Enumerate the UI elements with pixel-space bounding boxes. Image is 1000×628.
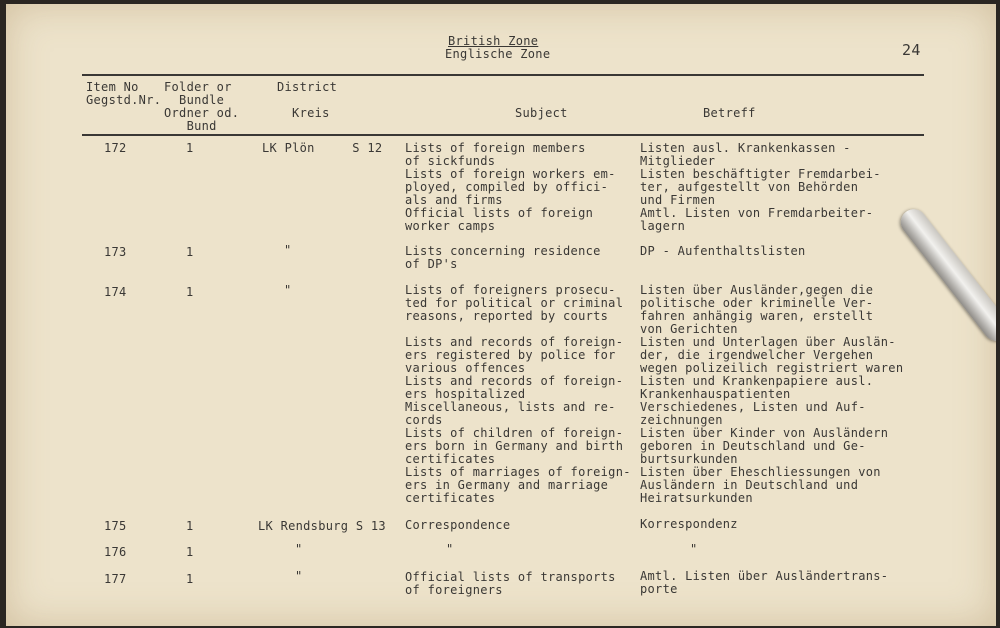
- district-name: LK Plön S 12: [262, 141, 383, 155]
- folder-number: 1: [186, 141, 194, 155]
- item-number: 175: [104, 519, 127, 533]
- betreff-text: Korrespondenz: [640, 517, 738, 531]
- folder-number: 1: [186, 572, 194, 586]
- subject-text: Correspondence: [405, 518, 511, 532]
- header-top-rule: [82, 74, 924, 76]
- district-ditto-mark: ": [295, 569, 303, 583]
- subject-text: Lists of foreign members of sickfunds Lists of foreign workers em- ployed, compiled by offici- als and firms Official lists of foreign worker camps: [405, 141, 616, 233]
- zone-title-en: British Zone: [448, 34, 539, 48]
- folder-number: 1: [186, 245, 194, 259]
- betreff-text: Listen über Ausländer,gegen die politische oder kriminelle Ver- fahren anhängig waren, erstellt von Gerichten Listen und Unterlagen über Auslän- der, die irgendwelcher Vergehen wegen polizeilich registriert waren Listen und Krankenpapiere ausl. Krankenhauspatienten Verschiedenes, Listen und Auf- zeichnungen Listen über Kinder von Ausländern geboren in Deutschland und Ge- burtsurkunden Listen über Eheschliessungen von Ausländern in Deutschland und Heiratsurkunden: [640, 283, 904, 505]
- folder-number: 1: [186, 519, 194, 533]
- item-number: 174: [104, 285, 127, 299]
- subject-text: Lists of foreigners prosecu- ted for political or criminal reasons, reported by courts Lists and records of foreign- ers registered by police for various offences Lists and records of foreign- ers hospitalized Miscellaneous, lists and re- cords Lists of children of foreign- ers born in Germany and birth certificates Lists of marriages of foreign- ers in Germany and marriage certificates: [405, 283, 631, 505]
- item-number: 172: [104, 141, 127, 155]
- district-ditto-mark: ": [284, 243, 292, 257]
- betreff-text: Amtl. Listen über Ausländertrans- porte: [640, 569, 889, 596]
- col-header-district: District Kreis: [277, 80, 338, 120]
- page-number: 24: [902, 41, 921, 59]
- subject-ditto-mark: ": [446, 542, 454, 556]
- col-header-item-no: Item No Gegstd.Nr.: [86, 80, 162, 107]
- item-number: 177: [104, 572, 127, 586]
- zone-title-de: Englische Zone: [445, 47, 551, 61]
- subject-text: Lists concerning residence of DP's: [405, 244, 601, 271]
- item-number: 173: [104, 245, 127, 259]
- metal-page-clip: [896, 204, 996, 346]
- col-header-subject: Subject: [515, 106, 568, 120]
- document-page: [6, 4, 996, 626]
- district-ditto-mark: ": [295, 542, 303, 556]
- betreff-text: Listen ausl. Krankenkassen - Mitglieder Listen beschäftigter Fremdarbei- ter, aufgestellt von Behörden und Firmen Amtl. Listen von Fremdarbeiter- lagern: [640, 141, 881, 233]
- district-ditto-mark: ": [284, 283, 292, 297]
- betreff-text: DP - Aufenthaltslisten: [640, 244, 806, 258]
- folder-number: 1: [186, 285, 194, 299]
- district-name: LK Rendsburg S 13: [258, 519, 386, 533]
- folder-number: 1: [186, 545, 194, 559]
- col-header-betreff: Betreff: [703, 106, 756, 120]
- betreff-ditto-mark: ": [690, 542, 698, 556]
- header-bottom-rule: [82, 134, 924, 136]
- subject-text: Official lists of transports of foreigners: [405, 570, 616, 597]
- col-header-folder: Folder or Bundle Ordner od. Bund: [164, 80, 240, 133]
- item-number: 176: [104, 545, 127, 559]
